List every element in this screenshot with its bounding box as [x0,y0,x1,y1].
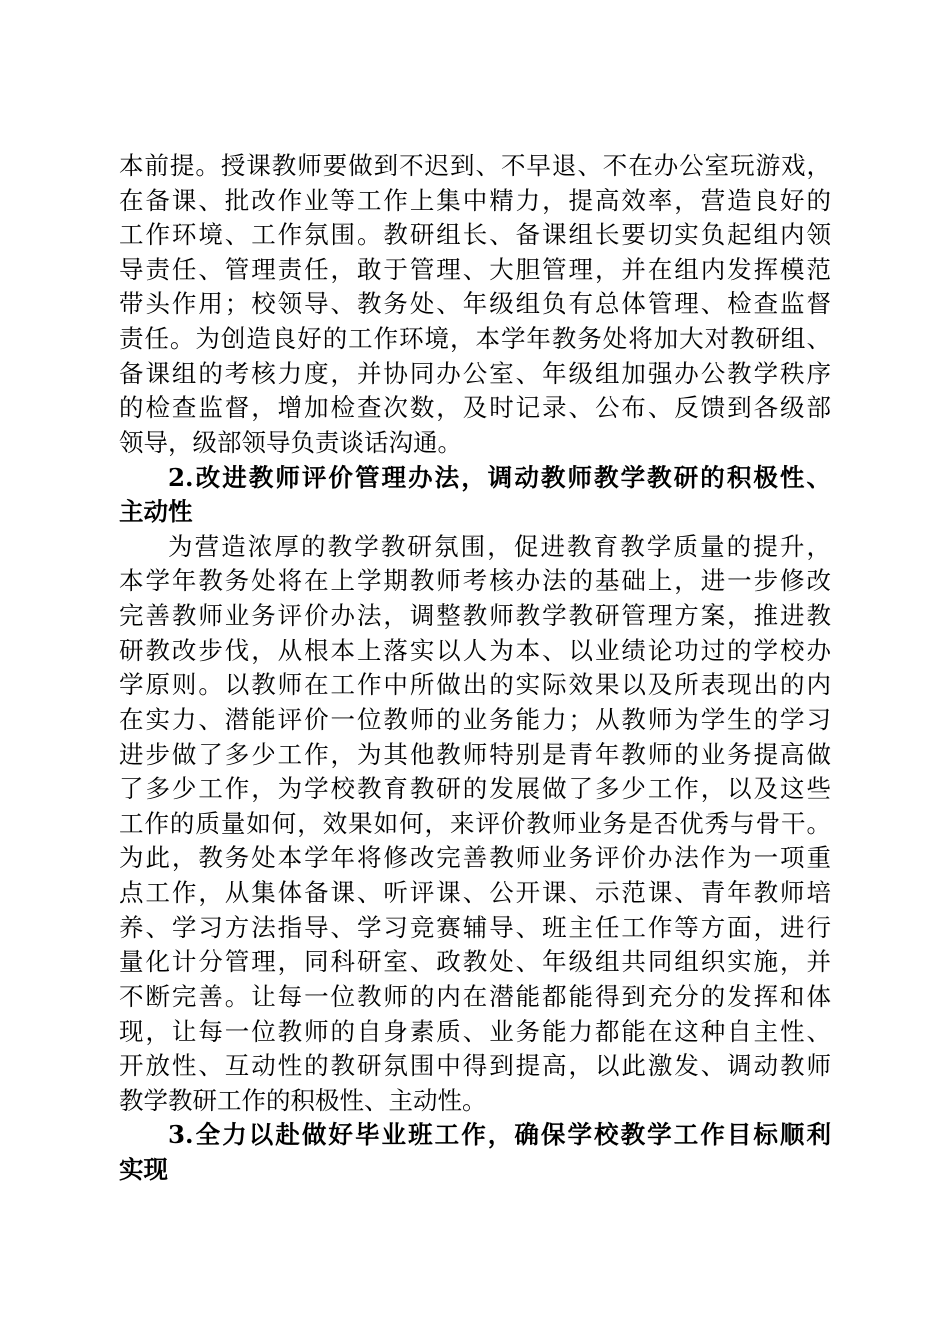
heading-2-line-2: 主动性 [119,497,193,526]
paragraph-2-line-15: 现，让每一位教师的自身素质、业务能力都能在这种自主性、 [119,1017,831,1046]
paragraph-2-line-14: 不断完善。让每一位教师的内在潜能都能得到充分的发挥和体 [119,982,831,1011]
heading-3-line-1: 3.全力以赴做好毕业班工作，确保学校教学工作目标顺利 [168,1120,831,1149]
paragraph-1-line-6: 责任。为创造良好的工作环境，本学年教务处将加大对教研组、 [119,324,831,353]
paragraph-2-line-1: 为营造浓厚的教学教研氛围，促进教育教学质量的提升， [168,532,831,561]
paragraph-1-line-5: 带头作用；校领导、教务处、年级组负有总体管理、检查监督 [119,289,831,318]
paragraph-1-line-3: 工作环境、工作氛围。教研组长、备课组长要切实负起组内领 [119,220,831,249]
paragraph-2-line-4: 研教改步伐，从根本上落实以人为本、以业绩论功过的学校办 [119,636,831,665]
paragraph-2-line-11: 点工作，从集体备课、听评课、公开课、示范课、青年教师培 [119,878,831,907]
paragraph-2-line-9: 工作的质量如何，效果如何，来评价教师业务是否优秀与骨干。 [119,809,831,838]
heading-3-line-2: 实现 [119,1155,168,1184]
paragraph-2-line-17: 教学教研工作的积极性、主动性。 [119,1086,487,1115]
paragraph-2-line-6: 在实力、潜能评价一位教师的业务能力；从教师为学生的学习 [119,705,831,734]
paragraph-2-line-2: 本学年教务处将在上学期教师考核办法的基础上，进一步修改 [119,566,831,595]
paragraph-2-line-12: 养、学习方法指导、学习竞赛辅导、班主任工作等方面，进行 [119,913,831,942]
heading-2-line-1: 2.改进教师评价管理办法，调动教师教学教研的积极性、 [168,463,831,492]
paragraph-2-line-10: 为此，教务处本学年将修改完善教师业务评价办法作为一项重 [119,843,831,872]
paragraph-2-line-7: 进步做了多少工作，为其他教师特别是青年教师的业务提高做 [119,740,831,769]
paragraph-1-line-2: 在备课、批改作业等工作上集中精力，提高效率，营造良好的 [119,186,831,215]
paragraph-1-line-9: 领导，级部领导负责谈话沟通。 [119,428,462,457]
paragraph-2-line-5: 学原则。以教师在工作中所做出的实际效果以及所表现出的内 [119,670,831,699]
paragraph-2-line-3: 完善教师业务评价办法，调整教师教学教研管理方案，推进教 [119,601,831,630]
paragraph-2-line-13: 量化计分管理，同科研室、政教处、年级组共同组织实施，并 [119,947,831,976]
paragraph-2-line-16: 开放性、互动性的教研氛围中得到提高，以此激发、调动教师 [119,1051,831,1080]
paragraph-2-line-8: 了多少工作，为学校教育教研的发展做了多少工作，以及这些 [119,774,831,803]
paragraph-1-line-7: 备课组的考核力度，并协同办公室、年级组加强办公教学秩序 [119,359,831,388]
paragraph-1-line-8: 的检查监督，增加检查次数，及时记录、公布、反馈到各级部 [119,393,831,422]
paragraph-1-line-4: 导责任、管理责任，敢于管理、大胆管理，并在组内发挥模范 [119,255,831,284]
paragraph-1-line-1: 本前提。授课教师要做到不迟到、不早退、不在办公室玩游戏， [119,151,831,180]
